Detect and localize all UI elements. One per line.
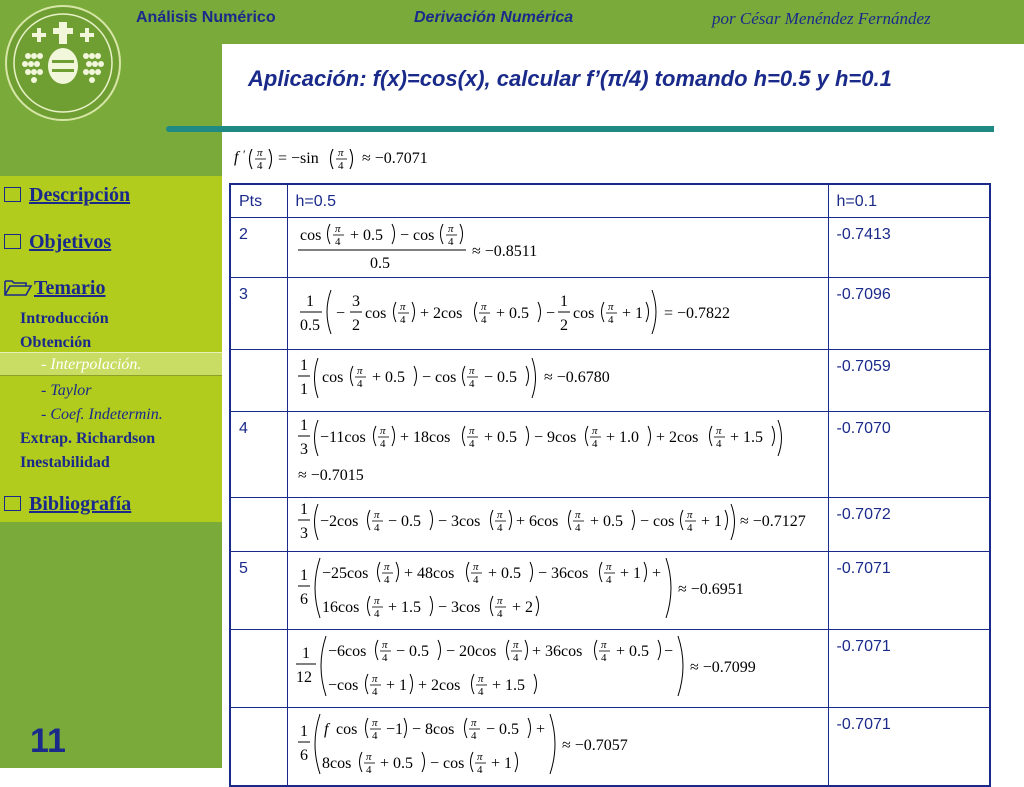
svg-text:3: 3: [351, 292, 360, 310]
svg-text:cos: cos: [572, 304, 594, 322]
author-credit: por César Menéndez Fernández: [712, 9, 931, 28]
svg-text:4: 4: [476, 763, 482, 776]
formula-cell: [287, 411, 828, 497]
svg-text:cos: cos: [364, 304, 386, 322]
h01-value: -0.7072: [828, 497, 990, 551]
svg-text:≈ −0.7057: ≈ −0.7057: [561, 736, 628, 754]
svg-text:1: 1: [299, 416, 308, 434]
folder-icon: [4, 187, 21, 202]
svg-text:− 9cos: − 9cos: [533, 428, 576, 446]
h01-value: -0.7070: [828, 411, 990, 497]
svg-text:≈ −0.7127: ≈ −0.7127: [739, 512, 806, 530]
pts-cell: 2: [230, 217, 287, 277]
svg-text:π: π: [399, 300, 406, 313]
svg-text:+ 0.5: + 0.5: [487, 564, 521, 582]
formula-4pt-a: [288, 412, 828, 492]
svg-text:4: 4: [512, 651, 518, 664]
svg-text:−6cos: −6cos: [327, 642, 366, 660]
svg-text:2: 2: [559, 316, 568, 334]
svg-text:+ 0.5: + 0.5: [615, 642, 649, 660]
svg-text:cos: cos: [321, 368, 343, 386]
svg-text:π: π: [468, 364, 475, 377]
nav-descripcion[interactable]: [4, 184, 130, 207]
table-row: [230, 277, 990, 349]
formula-3pt-a: [288, 278, 828, 344]
svg-text:+ 18cos: + 18cos: [399, 428, 450, 446]
formula-5pt-a: [288, 552, 828, 624]
svg-text:π: π: [476, 750, 483, 763]
svg-text:= −0.7822: = −0.7822: [663, 304, 730, 322]
svg-text:π: π: [447, 222, 454, 235]
svg-text:π: π: [607, 300, 614, 313]
header-pts: Pts: [230, 184, 287, 217]
svg-text:− 36cos: − 36cos: [537, 564, 588, 582]
svg-text:− 0.5: − 0.5: [483, 368, 517, 386]
nav-taylor[interactable]: - Taylor: [41, 382, 92, 399]
svg-text:16cos: 16cos: [321, 598, 359, 616]
nav-coef-indetermin[interactable]: - Coef. Indetermin.: [41, 406, 163, 423]
pts-cell: [230, 629, 287, 707]
pts-cell: [230, 349, 287, 411]
svg-text:− 20cos: − 20cos: [445, 642, 496, 660]
svg-text:+: +: [651, 564, 661, 582]
svg-text:π: π: [257, 147, 263, 159]
svg-text:+ 0.5: + 0.5: [483, 428, 517, 446]
svg-text:4: 4: [600, 651, 606, 664]
table-row: [230, 497, 990, 551]
svg-text:4: 4: [496, 521, 502, 534]
exact-derivative-formula: [232, 144, 652, 174]
table-row: [230, 707, 990, 786]
svg-text:π: π: [379, 424, 386, 437]
svg-text:π: π: [574, 508, 581, 521]
table-row: [230, 411, 990, 497]
svg-text:4: 4: [371, 729, 377, 742]
svg-text:f: f: [234, 149, 239, 166]
nav-extrap-richardson[interactable]: Extrap. Richardson: [20, 430, 156, 447]
svg-text:= −sin: = −sin: [278, 150, 319, 167]
svg-text:π: π: [334, 222, 341, 235]
svg-text:−1: −1: [385, 720, 403, 738]
svg-text:+ 0.5: + 0.5: [379, 754, 413, 772]
svg-text:≈ −0.6951: ≈ −0.6951: [677, 580, 744, 598]
svg-text:+ 1: + 1: [619, 564, 641, 582]
pts-cell: 3: [230, 277, 287, 349]
pts-cell: [230, 707, 287, 786]
svg-text:12: 12: [295, 668, 312, 686]
svg-text:1: 1: [299, 500, 308, 518]
pts-cell: 4: [230, 411, 287, 497]
formula-cell: [287, 497, 828, 551]
svg-text:3: 3: [299, 440, 308, 458]
svg-text:6: 6: [299, 590, 308, 608]
svg-text:π: π: [470, 716, 477, 729]
svg-text:1: 1: [301, 644, 310, 662]
course-title: Análisis Numérico: [136, 9, 276, 26]
table-row: [230, 629, 990, 707]
svg-text:+ 48cos: + 48cos: [403, 564, 454, 582]
nav-temario-label: Temario: [34, 277, 106, 299]
svg-text:4: 4: [356, 377, 362, 390]
svg-text:4: 4: [480, 313, 486, 326]
svg-text:4: 4: [468, 437, 474, 450]
svg-text:cos: cos: [299, 226, 321, 244]
university-logo: [4, 4, 122, 122]
svg-text:π: π: [600, 638, 607, 651]
table-row: [230, 217, 990, 277]
formula-3pt-b: [288, 350, 828, 406]
folder-icon: [4, 496, 21, 511]
svg-text:+: +: [535, 720, 545, 738]
h01-value: -0.7071: [828, 629, 990, 707]
svg-text:+ 0.5: + 0.5: [371, 368, 405, 386]
results-table: [229, 183, 991, 787]
svg-text:4: 4: [470, 729, 476, 742]
formula-cell: [287, 277, 828, 349]
svg-text:1: 1: [305, 292, 314, 310]
svg-text:≈ −0.7099: ≈ −0.7099: [689, 658, 756, 676]
svg-text:π: π: [371, 672, 378, 685]
svg-text:π: π: [496, 508, 503, 521]
formula-5pt-b: [288, 630, 828, 702]
formula-5pt-c: [288, 708, 828, 780]
svg-text:+ 6cos: + 6cos: [515, 512, 558, 530]
svg-text:+ 1: + 1: [700, 512, 722, 530]
nav-inestabilidad[interactable]: Inestabilidad: [20, 454, 110, 471]
svg-text:4: 4: [447, 235, 453, 248]
formula-cell: [287, 551, 828, 629]
svg-text:4: 4: [371, 685, 377, 698]
svg-text:− cos: − cos: [429, 754, 464, 772]
svg-text:− cos: − cos: [639, 512, 674, 530]
svg-text:0.5: 0.5: [369, 254, 390, 272]
svg-text:2: 2: [351, 316, 360, 334]
formula-4pt-b: [288, 498, 828, 546]
svg-text:π: π: [686, 508, 693, 521]
svg-text:−11cos: −11cos: [319, 428, 366, 446]
svg-text:π: π: [371, 716, 378, 729]
svg-text:− 8cos: − 8cos: [411, 720, 454, 738]
formula-cell: [287, 217, 828, 277]
formula-cell: [287, 629, 828, 707]
svg-text:1: 1: [299, 380, 308, 398]
svg-text:+ 2cos: + 2cos: [419, 304, 462, 322]
svg-text:4: 4: [607, 313, 613, 326]
h01-value: -0.7071: [828, 707, 990, 786]
nav-descripcion-label: Descripción: [29, 184, 131, 206]
header-h05: h=0.5: [287, 184, 828, 217]
table-row: [230, 551, 990, 629]
svg-text:4: 4: [379, 437, 385, 450]
svg-text:−2cos: −2cos: [319, 512, 358, 530]
svg-text:4: 4: [477, 685, 483, 698]
svg-text:− 3cos: − 3cos: [437, 512, 480, 530]
nav-objetivos[interactable]: [4, 231, 111, 254]
h01-value: -0.7413: [828, 217, 990, 277]
table-header-row: [230, 184, 990, 217]
svg-text:π: π: [373, 508, 380, 521]
svg-text:π: π: [468, 424, 475, 437]
svg-text:π: π: [480, 300, 487, 313]
svg-text:π: π: [496, 594, 503, 607]
page-number: 11: [30, 722, 66, 760]
svg-text:+ 0.5: + 0.5: [495, 304, 529, 322]
nav-bibliografia[interactable]: [4, 493, 131, 516]
svg-text:4: 4: [381, 651, 387, 664]
svg-text:4: 4: [334, 235, 340, 248]
svg-text:− 0.5: − 0.5: [387, 512, 421, 530]
svg-text:− cos: − cos: [399, 226, 434, 244]
nav-introduccion[interactable]: Introducción: [20, 310, 109, 327]
svg-text:1: 1: [299, 722, 308, 740]
svg-text:π: π: [383, 560, 390, 573]
svg-text:4: 4: [605, 573, 611, 586]
svg-text:π: π: [381, 638, 388, 651]
svg-text:4: 4: [373, 607, 379, 620]
svg-text:cos: cos: [335, 720, 357, 738]
svg-text:≈ −0.8511: ≈ −0.8511: [471, 242, 537, 260]
svg-text:4: 4: [591, 437, 597, 450]
slide-title: Aplicación: f(x)=cos(x), calcular f’(π/4) tomando h=0.5 y h=0.1: [248, 66, 892, 91]
h01-value: -0.7096: [828, 277, 990, 349]
svg-text:+ 2: + 2: [511, 598, 533, 616]
svg-text:4: 4: [365, 763, 371, 776]
svg-text:+ 1.5: + 1.5: [387, 598, 421, 616]
svg-text:+ 2cos: + 2cos: [655, 428, 698, 446]
topic-title: Derivación Numérica: [414, 9, 574, 26]
svg-text:4: 4: [383, 573, 389, 586]
svg-text:+ 1.5: + 1.5: [491, 676, 525, 694]
nav-bibliografia-label: Bibliografía: [29, 493, 132, 515]
svg-text:−: −: [335, 304, 345, 322]
svg-text:−: −: [545, 304, 555, 322]
svg-text:−: −: [663, 642, 673, 660]
svg-text:1: 1: [559, 292, 568, 310]
svg-text:≈ −0.6780: ≈ −0.6780: [543, 368, 610, 386]
svg-text:4: 4: [468, 377, 474, 390]
svg-text:3: 3: [299, 524, 308, 542]
svg-text:π: π: [338, 147, 344, 159]
pts-cell: 5: [230, 551, 287, 629]
h01-value: -0.7059: [828, 349, 990, 411]
svg-text:π: π: [715, 424, 722, 437]
svg-text:4: 4: [496, 607, 502, 620]
svg-text:−cos: −cos: [327, 676, 358, 694]
svg-text:π: π: [591, 424, 598, 437]
svg-text:4: 4: [338, 160, 344, 172]
svg-text:≈ −0.7071: ≈ −0.7071: [362, 150, 428, 167]
svg-text:+ 1: + 1: [490, 754, 512, 772]
svg-text:4: 4: [257, 160, 263, 172]
svg-text:−25cos: −25cos: [321, 564, 368, 582]
svg-text:1: 1: [299, 356, 308, 374]
svg-text:≈ −0.7015: ≈ −0.7015: [297, 466, 364, 484]
svg-text:π: π: [472, 560, 479, 573]
svg-text:π: π: [477, 672, 484, 685]
nav-obtencion[interactable]: Obtención: [20, 334, 92, 351]
svg-text:− 0.5: − 0.5: [485, 720, 519, 738]
h01-value: -0.7071: [828, 551, 990, 629]
svg-text:1: 1: [299, 566, 308, 584]
formula-cell: [287, 707, 828, 786]
svg-text:π: π: [605, 560, 612, 573]
nav-objetivos-label: Objetivos: [29, 231, 112, 253]
svg-text:π: π: [512, 638, 519, 651]
svg-text:′: ′: [243, 147, 246, 161]
svg-text:π: π: [373, 594, 380, 607]
svg-text:4: 4: [472, 573, 478, 586]
formula-2pt: [288, 218, 828, 272]
svg-text:π: π: [365, 750, 372, 763]
pts-cell: [230, 497, 287, 551]
svg-text:+ 2cos: + 2cos: [417, 676, 460, 694]
svg-text:4: 4: [399, 313, 405, 326]
svg-text:4: 4: [373, 521, 379, 534]
nav-interpolacion[interactable]: - Interpolación.: [41, 356, 142, 373]
svg-text:+ 36cos: + 36cos: [531, 642, 582, 660]
svg-text:+ 1: + 1: [385, 676, 407, 694]
svg-text:4: 4: [715, 437, 721, 450]
svg-text:4: 4: [686, 521, 692, 534]
svg-text:+ 1.0: + 1.0: [605, 428, 639, 446]
table-row: [230, 349, 990, 411]
svg-text:π: π: [356, 364, 363, 377]
svg-text:4: 4: [574, 521, 580, 534]
title-divider: [166, 126, 994, 132]
svg-text:6: 6: [299, 746, 308, 764]
nav-temario[interactable]: [4, 277, 105, 300]
svg-text:+ 0.5: + 0.5: [589, 512, 623, 530]
svg-text:− 3cos: − 3cos: [437, 598, 480, 616]
svg-text:− cos: − cos: [421, 368, 456, 386]
svg-text:− 0.5: − 0.5: [395, 642, 429, 660]
folder-icon: [4, 234, 21, 249]
svg-text:+ 1: + 1: [621, 304, 643, 322]
svg-text:+ 1.5: + 1.5: [729, 428, 763, 446]
open-folder-icon: [4, 278, 32, 296]
svg-text:8cos: 8cos: [321, 754, 351, 772]
svg-text:+ 0.5: + 0.5: [349, 226, 383, 244]
formula-cell: [287, 349, 828, 411]
header-h01: h=0.1: [828, 184, 990, 217]
svg-text:f: f: [323, 720, 328, 738]
svg-text:0.5: 0.5: [299, 316, 320, 334]
